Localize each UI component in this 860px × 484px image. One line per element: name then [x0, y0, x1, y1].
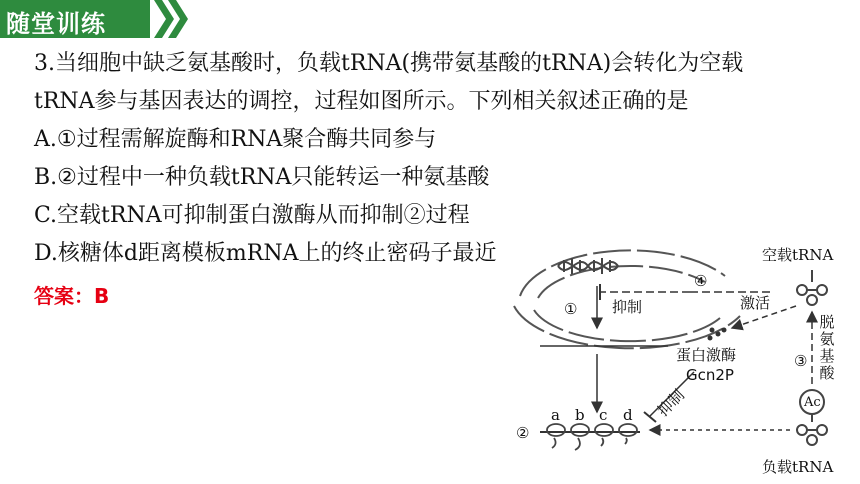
empty-trna-icon [797, 270, 827, 305]
step-3-label: ③ [794, 352, 808, 370]
deamino-label: 脱氨基酸 [819, 313, 835, 382]
step-2-label: ② [516, 424, 530, 442]
option-d: D.核糖体d距离模板mRNA上的终止密码子最近 [34, 241, 497, 266]
option-a: A.①过程需解旋酶和RNA聚合酶共同参与 [34, 127, 437, 152]
header-title: 随堂训练 [6, 10, 106, 38]
inhibit-label-mid: 抑制 [654, 386, 688, 420]
option-c: C.空载tRNA可抑制蛋白激酶从而抑制②过程 [34, 203, 470, 228]
loaded-trna-label: 负载tRNA [762, 458, 834, 476]
ribosome-b-label: b [575, 406, 585, 424]
step-4-label: ④ [694, 272, 708, 290]
inhibit-label-top: 抑制 [612, 298, 643, 316]
chevron-right-icon [166, 0, 188, 38]
ribosome-c-label: c [599, 406, 608, 424]
activate-label: 激活 [740, 294, 771, 312]
gene-regulation-diagram [500, 236, 860, 484]
step-1-label: ① [564, 300, 578, 318]
question-line-2: tRNA参与基因表达的调控，过程如图所示。下列相关叙述正确的是 [34, 89, 689, 114]
ribosome-group [547, 424, 637, 450]
answer-text: 答案：B [34, 284, 110, 308]
question-line-1: 3.当细胞中缺乏氨基酸时，负载tRNA(携带氨基酸的tRNA)会转化为空载 [34, 51, 744, 76]
ac-label: Ac [804, 395, 821, 410]
section-header [0, 0, 860, 38]
kinase-label-2: Gcn2P [686, 366, 734, 384]
kinase-label-1: 蛋白激酶 [676, 346, 737, 364]
ribosome-d-label: d [623, 406, 633, 424]
empty-trna-label: 空载tRNA [762, 246, 834, 264]
option-b: B.②过程中一种负载tRNA只能转运一种氨基酸 [34, 165, 490, 190]
ribosome-a-label: a [551, 406, 560, 424]
